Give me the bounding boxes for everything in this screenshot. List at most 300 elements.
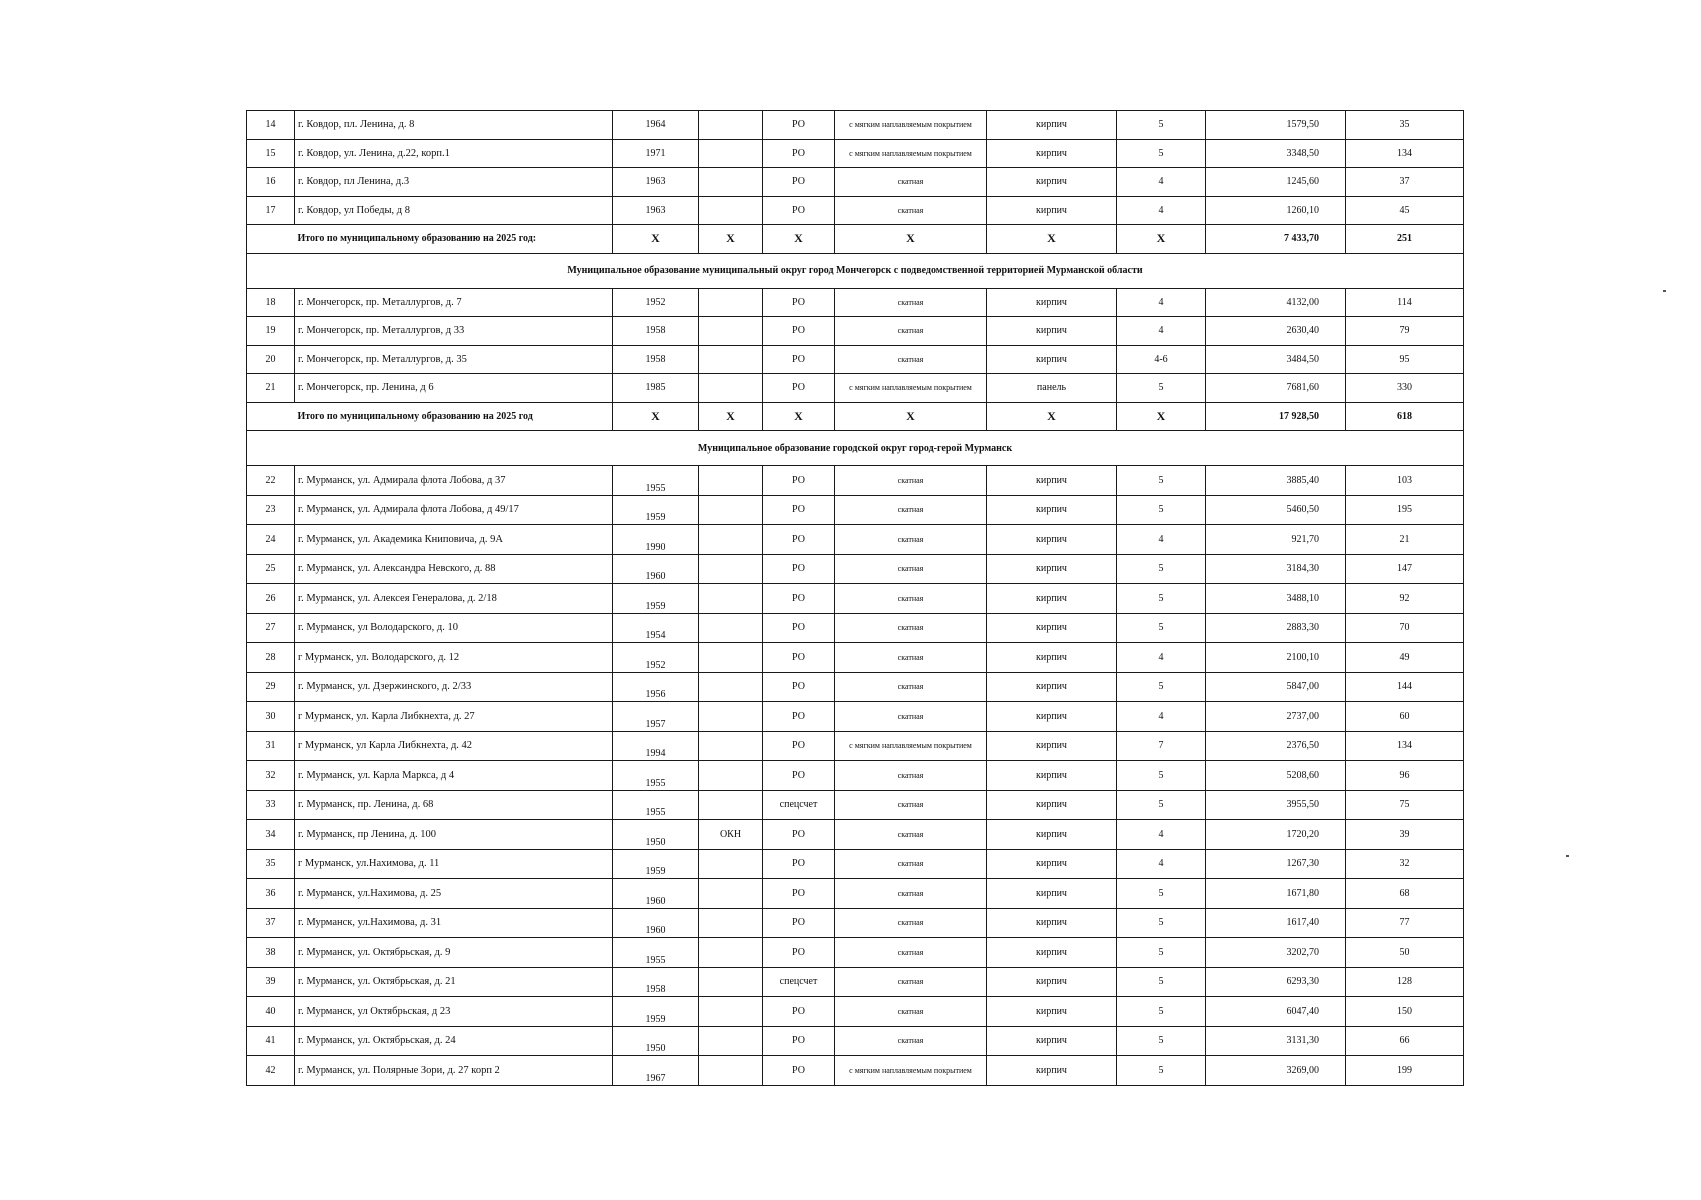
total-residents-cell: 618 [1346, 402, 1464, 431]
fund-method-cell: РО [763, 374, 835, 403]
fund-method-cell: РО [763, 111, 835, 140]
roof-type-cell: скатная [835, 196, 987, 225]
residents-cell: 134 [1346, 139, 1464, 168]
address-cell: г. Мурманск, ул.Нахимова, д. 25 [295, 879, 613, 909]
area-cell: 7681,60 [1206, 374, 1346, 403]
table-row [247, 879, 1464, 909]
table-row [247, 466, 1464, 496]
fund-method-cell: РО [763, 672, 835, 702]
row-number-cell: 30 [247, 702, 295, 732]
area-cell: 3488,10 [1206, 584, 1346, 614]
wall-material-cell: кирпич [987, 554, 1117, 584]
floors-cell: 5 [1117, 879, 1206, 909]
year-cell: 1955 [613, 938, 699, 968]
table-row [247, 967, 1464, 997]
wall-material-cell: панель [987, 374, 1117, 403]
roof-type-cell: скатная [835, 997, 987, 1027]
wall-material-cell: кирпич [987, 908, 1117, 938]
year-cell: 1963 [613, 196, 699, 225]
row-number-cell: 41 [247, 1026, 295, 1056]
residents-cell: 95 [1346, 345, 1464, 374]
address-cell: г. Мурманск, ул. Полярные Зори, д. 27 корп 2 [295, 1056, 613, 1086]
address-cell: г Мурманск, ул. Володарского, д. 12 [295, 643, 613, 673]
table-row [247, 554, 1464, 584]
residents-cell: 50 [1346, 938, 1464, 968]
residents-cell: 37 [1346, 168, 1464, 197]
fund-method-cell: РО [763, 495, 835, 525]
year-cell: 1990 [613, 525, 699, 555]
row-number-cell: 32 [247, 761, 295, 791]
roof-type-cell: с мягким наплавляемым покрытием [835, 1056, 987, 1086]
section-title-cell: Муниципальное образование городской округ город-герой Мурманск [247, 431, 1464, 466]
table-row [247, 790, 1464, 820]
housing-register-table [246, 110, 1464, 1086]
area-cell: 5847,00 [1206, 672, 1346, 702]
section-header-row [247, 253, 1464, 288]
row-number-cell: 19 [247, 317, 295, 346]
table-body [247, 111, 1464, 1086]
floors-cell: 4 [1117, 317, 1206, 346]
row-number-cell: 40 [247, 997, 295, 1027]
okn-cell [699, 879, 763, 909]
address-cell: г. Мурманск, ул. Адмирала флота Лобова, д 49/17 [295, 495, 613, 525]
row-number-cell: 26 [247, 584, 295, 614]
wall-material-cell: кирпич [987, 111, 1117, 140]
table-row [247, 731, 1464, 761]
fund-method-cell: РО [763, 288, 835, 317]
wall-material-cell: кирпич [987, 466, 1117, 496]
year-cell: 1958 [613, 317, 699, 346]
okn-cell [699, 584, 763, 614]
roof-type-cell: скатная [835, 938, 987, 968]
roof-type-cell: скатная [835, 345, 987, 374]
floors-cell: 5 [1117, 554, 1206, 584]
okn-cell [699, 1056, 763, 1086]
residents-cell: 199 [1346, 1056, 1464, 1086]
row-number-cell: 20 [247, 345, 295, 374]
row-number-cell: 17 [247, 196, 295, 225]
wall-material-cell: кирпич [987, 643, 1117, 673]
row-number-cell: 34 [247, 820, 295, 850]
total-x-cell: X [1117, 225, 1206, 254]
area-cell: 3202,70 [1206, 938, 1346, 968]
row-number-cell: 29 [247, 672, 295, 702]
total-x-cell: X [613, 225, 699, 254]
residents-cell: 144 [1346, 672, 1464, 702]
wall-material-cell: кирпич [987, 672, 1117, 702]
row-number-cell: 24 [247, 525, 295, 555]
floors-cell: 4-6 [1117, 345, 1206, 374]
okn-cell [699, 613, 763, 643]
floors-cell: 5 [1117, 997, 1206, 1027]
wall-material-cell: кирпич [987, 613, 1117, 643]
area-cell: 3184,30 [1206, 554, 1346, 584]
year-cell: 1959 [613, 849, 699, 879]
row-number-cell: 16 [247, 168, 295, 197]
roof-type-cell: скатная [835, 554, 987, 584]
fund-method-cell: РО [763, 196, 835, 225]
total-x-cell: X [1117, 402, 1206, 431]
table-row [247, 196, 1464, 225]
wall-material-cell: кирпич [987, 168, 1117, 197]
okn-cell [699, 525, 763, 555]
year-cell: 1985 [613, 374, 699, 403]
table-row [247, 1026, 1464, 1056]
residents-cell: 32 [1346, 849, 1464, 879]
floors-cell: 5 [1117, 938, 1206, 968]
year-cell: 1955 [613, 761, 699, 791]
table-row [247, 168, 1464, 197]
area-cell: 921,70 [1206, 525, 1346, 555]
total-residents-cell: 251 [1346, 225, 1464, 254]
floors-cell: 4 [1117, 196, 1206, 225]
total-area-cell: 7 433,70 [1206, 225, 1346, 254]
row-number-cell: 14 [247, 111, 295, 140]
area-cell: 3348,50 [1206, 139, 1346, 168]
address-cell: г. Ковдор, ул Победы, д 8 [295, 196, 613, 225]
address-cell: г. Мончегорск, пр. Металлургов, д 33 [295, 317, 613, 346]
roof-type-cell: с мягким наплавляемым покрытием [835, 731, 987, 761]
area-cell: 1579,50 [1206, 111, 1346, 140]
total-row [247, 225, 1464, 254]
area-cell: 6293,30 [1206, 967, 1346, 997]
residents-cell: 49 [1346, 643, 1464, 673]
table-row [247, 938, 1464, 968]
area-cell: 2100,10 [1206, 643, 1346, 673]
floors-cell: 5 [1117, 613, 1206, 643]
address-cell: г. Мурманск, ул. Октябрьская, д. 9 [295, 938, 613, 968]
floors-cell: 5 [1117, 761, 1206, 791]
okn-cell [699, 168, 763, 197]
year-cell: 1958 [613, 967, 699, 997]
floors-cell: 5 [1117, 374, 1206, 403]
okn-cell [699, 731, 763, 761]
total-area-cell: 17 928,50 [1206, 402, 1346, 431]
area-cell: 5208,60 [1206, 761, 1346, 791]
floors-cell: 4 [1117, 849, 1206, 879]
address-cell: г. Мурманск, ул. Октябрьская, д. 21 [295, 967, 613, 997]
wall-material-cell: кирпич [987, 997, 1117, 1027]
area-cell: 2376,50 [1206, 731, 1346, 761]
okn-cell [699, 790, 763, 820]
table-row [247, 702, 1464, 732]
area-cell: 1245,60 [1206, 168, 1346, 197]
fund-method-cell: РО [763, 643, 835, 673]
roof-type-cell: скатная [835, 584, 987, 614]
total-x-cell: X [763, 225, 835, 254]
wall-material-cell: кирпич [987, 879, 1117, 909]
address-cell: г. Мурманск, пр. Ленина, д. 68 [295, 790, 613, 820]
address-cell: г Мурманск, ул. Карла Либкнехта, д. 27 [295, 702, 613, 732]
address-cell: г. Мурманск, ул.Нахимова, д. 31 [295, 908, 613, 938]
table-row [247, 584, 1464, 614]
okn-cell [699, 196, 763, 225]
okn-cell [699, 908, 763, 938]
wall-material-cell: кирпич [987, 288, 1117, 317]
row-number-cell: 33 [247, 790, 295, 820]
residents-cell: 45 [1346, 196, 1464, 225]
address-cell: г. Мурманск, ул. Карла Маркса, д 4 [295, 761, 613, 791]
area-cell: 5460,50 [1206, 495, 1346, 525]
roof-type-cell: скатная [835, 168, 987, 197]
roof-type-cell: с мягким наплавляемым покрытием [835, 374, 987, 403]
address-cell: г. Мурманск, пр Ленина, д. 100 [295, 820, 613, 850]
fund-method-cell: РО [763, 613, 835, 643]
year-cell: 1950 [613, 820, 699, 850]
year-cell: 1964 [613, 111, 699, 140]
total-label-cell: Итого по муниципальному образованию на 2025 год: [295, 225, 613, 254]
row-number-cell: 31 [247, 731, 295, 761]
fund-method-cell: РО [763, 997, 835, 1027]
fund-method-cell: РО [763, 168, 835, 197]
area-cell: 2630,40 [1206, 317, 1346, 346]
address-cell: г. Мурманск, ул. Александра Невского, д. 88 [295, 554, 613, 584]
wall-material-cell: кирпич [987, 761, 1117, 791]
residents-cell: 96 [1346, 761, 1464, 791]
fund-method-cell: РО [763, 345, 835, 374]
okn-cell [699, 672, 763, 702]
fund-method-cell: РО [763, 466, 835, 496]
year-cell: 1971 [613, 139, 699, 168]
total-x-cell: X [699, 402, 763, 431]
total-x-cell: X [763, 402, 835, 431]
floors-cell: 5 [1117, 584, 1206, 614]
roof-type-cell: скатная [835, 761, 987, 791]
fund-method-cell: РО [763, 584, 835, 614]
year-cell: 1960 [613, 908, 699, 938]
roof-type-cell: скатная [835, 288, 987, 317]
table-row [247, 643, 1464, 673]
okn-cell [699, 938, 763, 968]
residents-cell: 35 [1346, 111, 1464, 140]
residents-cell: 75 [1346, 790, 1464, 820]
total-label-cell: Итого по муниципальному образованию на 2025 год [295, 402, 613, 431]
row-number-cell: 23 [247, 495, 295, 525]
floors-cell: 5 [1117, 139, 1206, 168]
floors-cell: 5 [1117, 495, 1206, 525]
fund-method-cell: РО [763, 908, 835, 938]
year-cell: 1955 [613, 790, 699, 820]
okn-cell [699, 317, 763, 346]
table-row [247, 613, 1464, 643]
table-row [247, 672, 1464, 702]
table-row [247, 139, 1464, 168]
row-number-cell: 22 [247, 466, 295, 496]
residents-cell: 68 [1346, 879, 1464, 909]
table-row [247, 111, 1464, 140]
wall-material-cell: кирпич [987, 196, 1117, 225]
residents-cell: 128 [1346, 967, 1464, 997]
floors-cell: 4 [1117, 288, 1206, 317]
roof-type-cell: скатная [835, 908, 987, 938]
okn-cell: ОКН [699, 820, 763, 850]
floors-cell: 4 [1117, 168, 1206, 197]
total-x-cell: X [835, 225, 987, 254]
table-row [247, 820, 1464, 850]
fund-method-cell: РО [763, 1056, 835, 1086]
area-cell: 6047,40 [1206, 997, 1346, 1027]
okn-cell [699, 288, 763, 317]
area-cell: 3484,50 [1206, 345, 1346, 374]
wall-material-cell: кирпич [987, 938, 1117, 968]
okn-cell [699, 111, 763, 140]
okn-cell [699, 495, 763, 525]
total-x-cell: X [835, 402, 987, 431]
section-title-cell: Муниципальное образование муниципальный округ город Мончегорск с подведомственной территорией Мурманской области [247, 253, 1464, 288]
table-row [247, 317, 1464, 346]
wall-material-cell: кирпич [987, 820, 1117, 850]
table-row [247, 997, 1464, 1027]
total-x-cell: X [987, 402, 1117, 431]
okn-cell [699, 345, 763, 374]
okn-cell [699, 643, 763, 673]
floors-cell: 7 [1117, 731, 1206, 761]
roof-type-cell: скатная [835, 1026, 987, 1056]
floors-cell: 5 [1117, 1026, 1206, 1056]
okn-cell [699, 139, 763, 168]
year-cell: 1967 [613, 1056, 699, 1086]
year-cell: 1994 [613, 731, 699, 761]
residents-cell: 21 [1346, 525, 1464, 555]
fund-method-cell: РО [763, 849, 835, 879]
floors-cell: 5 [1117, 672, 1206, 702]
address-cell: г. Мончегорск, пр. Металлургов, д. 35 [295, 345, 613, 374]
roof-type-cell: скатная [835, 672, 987, 702]
roof-type-cell: скатная [835, 790, 987, 820]
row-number-cell: 39 [247, 967, 295, 997]
residents-cell: 134 [1346, 731, 1464, 761]
okn-cell [699, 849, 763, 879]
table-row [247, 1056, 1464, 1086]
address-cell: г. Мурманск, ул Октябрьская, д 23 [295, 997, 613, 1027]
address-cell: г. Мурманск, ул. Адмирала флота Лобова, д 37 [295, 466, 613, 496]
total-x-cell: X [613, 402, 699, 431]
year-cell: 1959 [613, 495, 699, 525]
year-cell: 1960 [613, 879, 699, 909]
wall-material-cell: кирпич [987, 525, 1117, 555]
area-cell: 3885,40 [1206, 466, 1346, 496]
row-number-cell: 42 [247, 1056, 295, 1086]
residents-cell: 92 [1346, 584, 1464, 614]
total-row [247, 402, 1464, 431]
roof-type-cell: с мягким наплавляемым покрытием [835, 111, 987, 140]
fund-method-cell: РО [763, 702, 835, 732]
address-cell: г. Мончегорск, пр. Ленина, д 6 [295, 374, 613, 403]
roof-type-cell: скатная [835, 967, 987, 997]
residents-cell: 77 [1346, 908, 1464, 938]
area-cell: 1267,30 [1206, 849, 1346, 879]
address-cell: г. Мурманск, ул. Академика Книповича, д. 9А [295, 525, 613, 555]
area-cell: 2883,30 [1206, 613, 1346, 643]
address-cell: г. Мурманск, ул Володарского, д. 10 [295, 613, 613, 643]
address-cell: г Мурманск, ул Карла Либкнехта, д. 42 [295, 731, 613, 761]
scan-mark [1663, 290, 1666, 292]
wall-material-cell: кирпич [987, 790, 1117, 820]
okn-cell [699, 967, 763, 997]
area-cell: 3131,30 [1206, 1026, 1346, 1056]
area-cell: 2737,00 [1206, 702, 1346, 732]
fund-method-cell: РО [763, 139, 835, 168]
total-spacer-cell [247, 402, 295, 431]
residents-cell: 60 [1346, 702, 1464, 732]
table-row [247, 908, 1464, 938]
area-cell: 1617,40 [1206, 908, 1346, 938]
row-number-cell: 27 [247, 613, 295, 643]
document-sheet [246, 110, 1463, 1086]
roof-type-cell: скатная [835, 849, 987, 879]
fund-method-cell: РО [763, 1026, 835, 1056]
row-number-cell: 18 [247, 288, 295, 317]
floors-cell: 4 [1117, 820, 1206, 850]
floors-cell: 5 [1117, 111, 1206, 140]
row-number-cell: 25 [247, 554, 295, 584]
floors-cell: 5 [1117, 466, 1206, 496]
floors-cell: 5 [1117, 967, 1206, 997]
address-cell: г. Мурманск, ул. Октябрьская, д. 24 [295, 1026, 613, 1056]
wall-material-cell: кирпич [987, 849, 1117, 879]
fund-method-cell: РО [763, 731, 835, 761]
year-cell: 1957 [613, 702, 699, 732]
year-cell: 1956 [613, 672, 699, 702]
row-number-cell: 21 [247, 374, 295, 403]
wall-material-cell: кирпич [987, 139, 1117, 168]
fund-method-cell: спецсчет [763, 967, 835, 997]
residents-cell: 330 [1346, 374, 1464, 403]
fund-method-cell: спецсчет [763, 790, 835, 820]
row-number-cell: 37 [247, 908, 295, 938]
table-row [247, 849, 1464, 879]
fund-method-cell: РО [763, 820, 835, 850]
address-cell: г. Мурманск, ул. Дзержинского, д. 2/33 [295, 672, 613, 702]
roof-type-cell: скатная [835, 643, 987, 673]
residents-cell: 103 [1346, 466, 1464, 496]
area-cell: 4132,00 [1206, 288, 1346, 317]
fund-method-cell: РО [763, 761, 835, 791]
fund-method-cell: РО [763, 525, 835, 555]
floors-cell: 5 [1117, 1056, 1206, 1086]
year-cell: 1960 [613, 554, 699, 584]
floors-cell: 5 [1117, 790, 1206, 820]
section-header-row [247, 431, 1464, 466]
area-cell: 1671,80 [1206, 879, 1346, 909]
area-cell: 3269,00 [1206, 1056, 1346, 1086]
area-cell: 3955,50 [1206, 790, 1346, 820]
roof-type-cell: скатная [835, 613, 987, 643]
residents-cell: 66 [1346, 1026, 1464, 1056]
row-number-cell: 36 [247, 879, 295, 909]
okn-cell [699, 702, 763, 732]
wall-material-cell: кирпич [987, 317, 1117, 346]
roof-type-cell: скатная [835, 317, 987, 346]
year-cell: 1952 [613, 643, 699, 673]
floors-cell: 4 [1117, 702, 1206, 732]
residents-cell: 195 [1346, 495, 1464, 525]
row-number-cell: 15 [247, 139, 295, 168]
year-cell: 1952 [613, 288, 699, 317]
wall-material-cell: кирпич [987, 495, 1117, 525]
wall-material-cell: кирпич [987, 967, 1117, 997]
okn-cell [699, 761, 763, 791]
total-x-cell: X [699, 225, 763, 254]
table-row [247, 288, 1464, 317]
fund-method-cell: РО [763, 879, 835, 909]
fund-method-cell: РО [763, 317, 835, 346]
table-row [247, 345, 1464, 374]
address-cell: г. Ковдор, пл. Ленина, д. 8 [295, 111, 613, 140]
year-cell: 1954 [613, 613, 699, 643]
roof-type-cell: скатная [835, 820, 987, 850]
wall-material-cell: кирпич [987, 702, 1117, 732]
